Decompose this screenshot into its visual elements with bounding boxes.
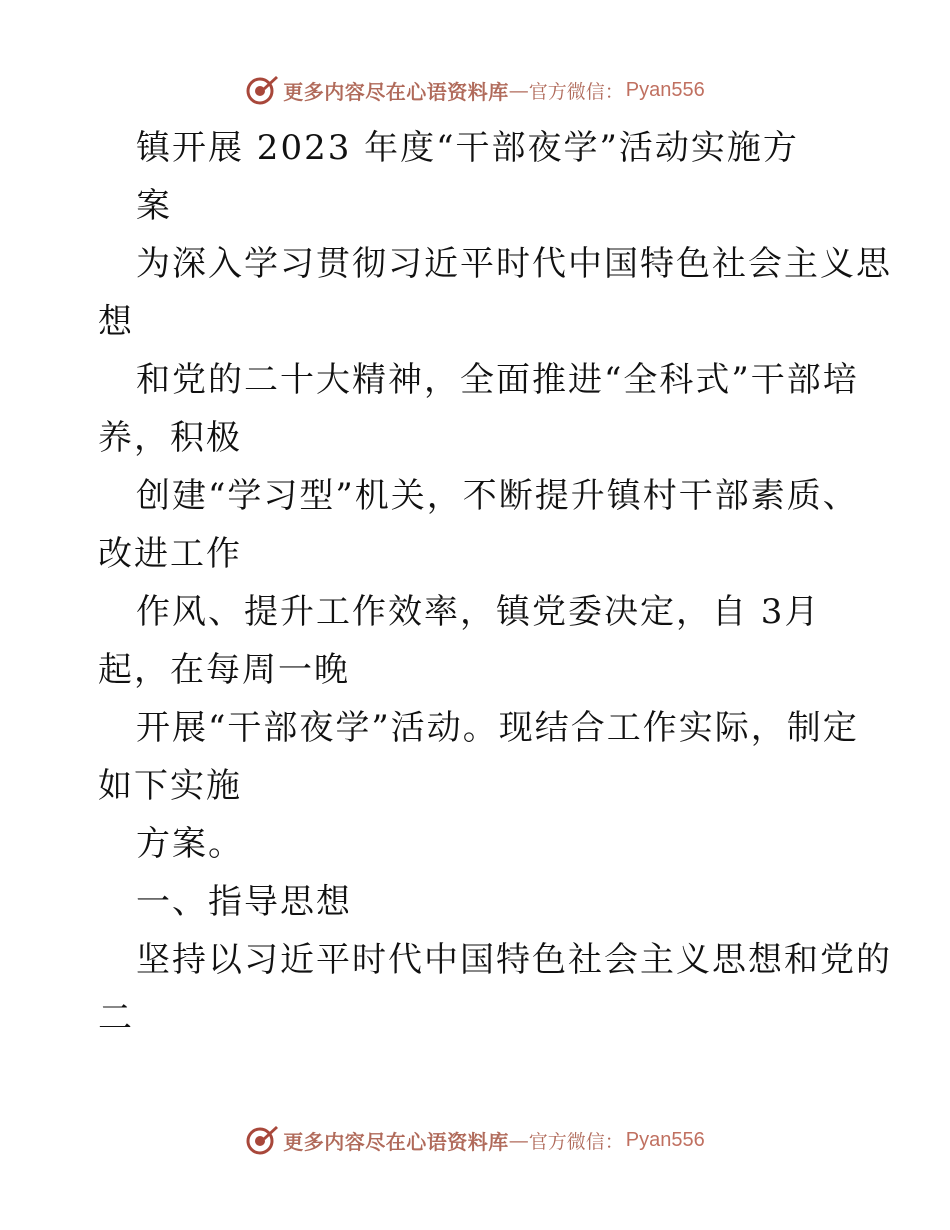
footer-watermark bbox=[0, 1120, 950, 1160]
header-watermark bbox=[0, 70, 950, 110]
paragraph-line: 创建“学习型”机关，不断提升镇村干部素质、 bbox=[136, 476, 859, 516]
paragraph-line: 开展“干部夜学”活动。现结合工作实际，制定 bbox=[136, 708, 859, 748]
paragraph-line: 方案。 bbox=[136, 824, 244, 864]
watermark-site-text: 更多内容尽在心语资料库 bbox=[283, 79, 509, 104]
document-title-line-2: 案 bbox=[136, 186, 172, 226]
watermark-wechat-id: Pyan556 bbox=[625, 1128, 705, 1151]
paragraph-line: 如下实施 bbox=[98, 766, 242, 806]
watermark-dash: — bbox=[508, 1128, 529, 1152]
watermark-wechat-label: 官方微信： bbox=[528, 1130, 624, 1153]
paragraph-line: 作风、提升工作效率，镇党委决定，自 3月 bbox=[136, 592, 821, 632]
paragraph-line: 起，在每周一晚 bbox=[98, 650, 350, 690]
watermark-site-text: 更多内容尽在心语资料库 bbox=[283, 1129, 509, 1154]
section-heading: 一、指导思想 bbox=[136, 882, 352, 922]
paragraph-line: 坚持以习近平时代中国特色社会主义思想和党的 bbox=[136, 940, 892, 980]
paragraph-line: 想 bbox=[98, 302, 134, 342]
paragraph-line: 二 bbox=[98, 998, 134, 1038]
pen-logo-icon bbox=[245, 73, 279, 107]
document-title-line-1: 镇开展 2023 年度“干部夜学”活动实施方 bbox=[136, 128, 799, 168]
watermark-wechat-label: 官方微信： bbox=[528, 80, 624, 103]
paragraph-line: 和党的二十大精神，全面推进“全科式”干部培 bbox=[136, 360, 859, 400]
watermark-dash: — bbox=[508, 78, 529, 102]
watermark-wechat-id: Pyan556 bbox=[625, 78, 705, 101]
pen-logo-icon bbox=[245, 1123, 279, 1157]
paragraph-line: 改进工作 bbox=[98, 534, 242, 574]
paragraph-line: 养，积极 bbox=[98, 418, 242, 458]
paragraph-line: 为深入学习贯彻习近平时代中国特色社会主义思 bbox=[136, 244, 892, 284]
